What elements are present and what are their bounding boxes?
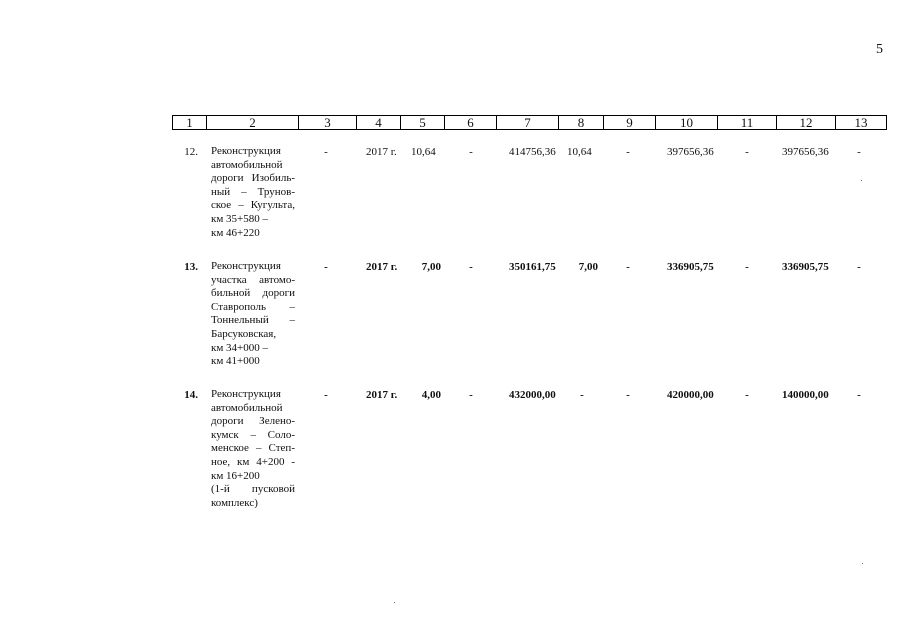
description-line: дороги Изобиль- bbox=[211, 172, 295, 185]
cell-col4: 2017 г. bbox=[366, 146, 397, 158]
description-line: ное, км 4+200 - bbox=[211, 455, 295, 468]
header-cell-3: 3 bbox=[298, 115, 356, 130]
description-line: автомобильной bbox=[211, 158, 283, 171]
cell-col8: - bbox=[580, 389, 584, 401]
cell-col6: - bbox=[469, 389, 473, 401]
cell-col13: - bbox=[857, 261, 861, 273]
header-cell-9: 9 bbox=[603, 115, 655, 130]
page-number: 5 bbox=[876, 42, 883, 57]
description-line: Барсуковская, bbox=[211, 327, 277, 340]
cell-col8: 10,64 bbox=[567, 146, 592, 158]
description-line: комплекс) bbox=[211, 496, 258, 509]
cell-col11: - bbox=[745, 146, 749, 158]
header-cell-6: 6 bbox=[444, 115, 496, 130]
description-line: Реконструкция bbox=[211, 260, 281, 272]
row-number: 13. bbox=[184, 261, 198, 273]
header-cell-5: 5 bbox=[400, 115, 444, 130]
header-cell-12: 12 bbox=[776, 115, 835, 130]
cell-col3: - bbox=[324, 146, 328, 158]
cell-col3: - bbox=[324, 261, 328, 273]
description-line: кумск – Соло- bbox=[211, 428, 295, 441]
cell-col9: - bbox=[626, 261, 630, 273]
description-line: км 46+220 bbox=[211, 226, 260, 239]
description-line: участка автомо- bbox=[211, 273, 295, 286]
cell-col12: 397656,36 bbox=[782, 146, 829, 158]
cell-col4: 2017 г. bbox=[366, 389, 398, 401]
cell-col5: 7,00 bbox=[421, 261, 441, 273]
cell-col13: - bbox=[857, 389, 861, 401]
cell-col10: 397656,36 bbox=[667, 146, 714, 158]
row-number: 12. bbox=[184, 146, 198, 158]
header-cell-8: 8 bbox=[558, 115, 603, 130]
header-cell-1: 1 bbox=[172, 115, 206, 130]
row-description bbox=[211, 145, 295, 240]
description-line: км 16+200 bbox=[211, 469, 260, 482]
header-cell-4: 4 bbox=[356, 115, 400, 130]
description-line: менское – Степ- bbox=[211, 442, 295, 455]
description-line: дороги Зелено- bbox=[211, 415, 295, 428]
scan-speck bbox=[861, 180, 862, 181]
description-line: Реконструкция bbox=[211, 145, 281, 157]
scan-speck bbox=[862, 563, 863, 564]
header-cell-11: 11 bbox=[717, 115, 776, 130]
cell-col12: 140000,00 bbox=[782, 389, 829, 401]
cell-col5: 4,00 bbox=[421, 389, 441, 401]
cell-col11: - bbox=[745, 261, 749, 273]
cell-col6: - bbox=[469, 261, 473, 273]
description-line: Ставрополь – bbox=[211, 300, 295, 313]
cell-col10: 336905,75 bbox=[667, 261, 714, 273]
row-number: 14. bbox=[184, 389, 198, 401]
cell-col11: - bbox=[745, 389, 749, 401]
header-cell-10: 10 bbox=[655, 115, 717, 130]
cell-col10: 420000,00 bbox=[667, 389, 714, 401]
cell-col9: - bbox=[626, 146, 630, 158]
row-description bbox=[211, 388, 295, 510]
description-line: км 35+580 – bbox=[211, 212, 269, 225]
description-line: км 41+000 bbox=[211, 355, 260, 368]
cell-col8: 7,00 bbox=[578, 261, 598, 273]
description-line: км 34+000 – bbox=[211, 341, 269, 354]
description-line: автомобильной bbox=[211, 401, 283, 414]
cell-col9: - bbox=[626, 389, 630, 401]
description-line: Реконструкция bbox=[211, 388, 281, 400]
cell-col3: - bbox=[324, 389, 328, 401]
description-line: ское – Кугульта, bbox=[211, 199, 295, 212]
row-description bbox=[211, 260, 295, 369]
header-cell-2: 2 bbox=[206, 115, 298, 130]
description-line: (1-й пусковой bbox=[211, 483, 295, 496]
cell-col5: 10,64 bbox=[411, 146, 436, 158]
scan-speck bbox=[394, 602, 395, 603]
header-cell-13: 13 bbox=[835, 115, 887, 130]
cell-col6: - bbox=[469, 146, 473, 158]
cell-col12: 336905,75 bbox=[782, 261, 829, 273]
cell-col7: 350161,75 bbox=[509, 261, 556, 273]
cell-col4: 2017 г. bbox=[366, 261, 398, 273]
description-line: бильной дороги bbox=[211, 287, 295, 300]
cell-col13: - bbox=[857, 146, 861, 158]
header-cell-7: 7 bbox=[496, 115, 558, 130]
description-line: ный – Трунов- bbox=[211, 185, 295, 198]
cell-col7: 414756,36 bbox=[509, 146, 556, 158]
cell-col7: 432000,00 bbox=[509, 389, 556, 401]
description-line: Тоннельный – bbox=[211, 314, 295, 327]
